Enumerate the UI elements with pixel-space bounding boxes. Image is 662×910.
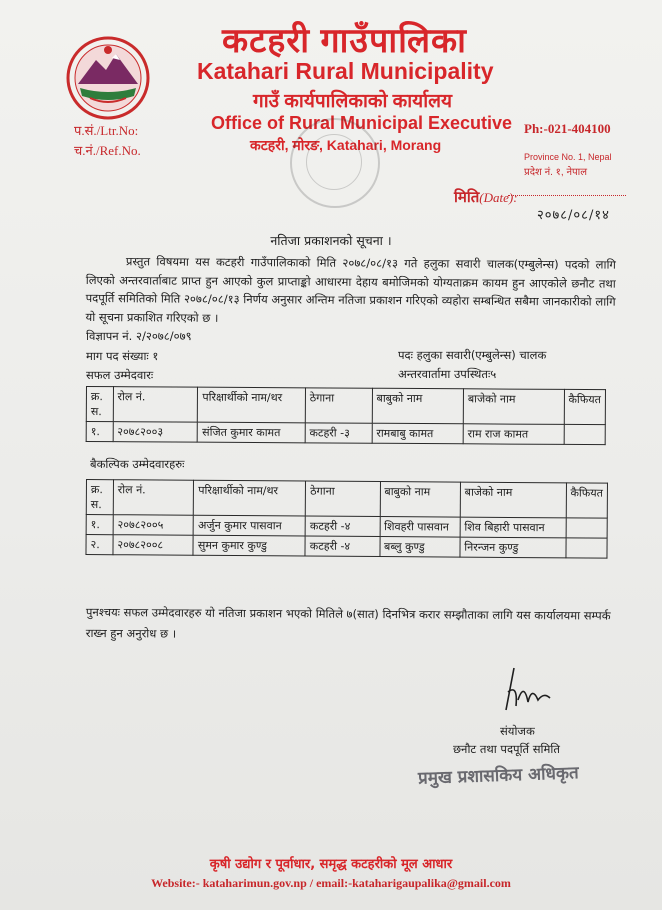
header-roll: रोल नं. [113, 480, 194, 516]
date-dotted-line [508, 195, 626, 196]
cell-name: सुमन कुमार कुण्डु [193, 535, 305, 556]
office-name-nepali: गाउँ कार्यपालिकाको कार्यालय [253, 91, 453, 112]
cell-sn: १. [86, 422, 113, 442]
header-name: परिक्षार्थीको नाम/थर [194, 480, 306, 516]
header-grandfather: बाजेको नाम [463, 389, 564, 425]
header-address: ठेगाना [306, 481, 381, 517]
province-nepali: प्रदेश नं. १, नेपाल [524, 167, 588, 178]
cell-father: शिवहरी पासवान [380, 517, 460, 538]
table-row [86, 422, 605, 445]
header-address: ठेगाना [305, 388, 372, 423]
closing-note: पुनश्चयः सफल उम्मेदवारहरु यो नतिजा प्रकाशन भएको मितिले ७(सात) दिनभित्र करार सम्झौताका लागि यस कार्यालयमा सम्पर्क राख्न हुन अनुरोध छ । [85, 604, 611, 641]
cell-roll: २०७८२००८ [113, 535, 194, 556]
demand-count: माग पद संख्याः १ [86, 349, 159, 363]
municipality-name-nepali: कटहरी गाउँपालिका [222, 22, 467, 60]
header-grandfather: बाजेको नाम [460, 482, 566, 518]
cell-remarks [564, 424, 606, 444]
successful-label: सफल उम्मेदवारः [86, 368, 154, 382]
cell-address: कटहरी -४ [305, 516, 379, 537]
alternate-label: बैकल्पिक उम्मेदवारहरुः [90, 457, 185, 471]
cell-grandfather: निरन्जन कुण्डु [460, 537, 566, 558]
alternate-candidates-table [85, 479, 608, 559]
cell-roll: २०७८२००५ [113, 515, 194, 536]
signature-icon [494, 662, 554, 720]
cell-remarks [566, 518, 608, 538]
successful-candidates-table [86, 386, 606, 445]
advertisement-number: विज्ञापन नं. २/२०७८/०७९ [86, 329, 192, 343]
header-father: बाबुको नाम [380, 482, 460, 518]
cell-name: अर्जुन कुमार पासवान [193, 515, 305, 536]
cell-roll: २०७८२००३ [113, 422, 198, 443]
reference-number-label: च.नं./Ref.No. [74, 143, 141, 158]
post-name: पदः हलुका सवारी(एम्बुलेन्स) चालक [398, 348, 547, 362]
letter-number-label: प.सं./Ltr.No: [74, 123, 139, 138]
office-address: कटहरी, मोरङ, Katahari, Morang [250, 137, 442, 153]
cell-sn: २. [86, 535, 113, 555]
office-name-english: Office of Rural Municipal Executive [211, 113, 513, 133]
date-value: २०७८/०८/१४ [537, 208, 610, 223]
signatory-role: संयोजक [500, 724, 535, 738]
table-header-row [86, 480, 607, 519]
cell-sn: १. [86, 515, 113, 535]
header-sn: क्र. स. [86, 387, 113, 422]
cell-father: रामबाबु कामत [372, 423, 463, 444]
footer-slogan: कृषी उद्योग र पूर्वाधार, समृद्ध कटहरीको मूल आधार [209, 857, 453, 872]
signatory-committee: छनौट तथा पदपूर्ति समिति [453, 742, 560, 756]
cell-father: बब्लु कुण्डु [379, 537, 459, 558]
province-english: Province No. 1, Nepal [524, 152, 612, 162]
office-seal-icon [290, 118, 380, 208]
cell-name: संजित कुमार कामत [198, 422, 305, 443]
header-roll: रोल नं. [113, 387, 198, 423]
header-remarks: कैफियत [566, 483, 608, 518]
designation-stamp: प्रमुख प्रशासकिय अधिकृत [417, 763, 579, 789]
notice-subject: नतिजा प्रकाशनको सूचना । [270, 233, 392, 248]
header-father: बाबुको नाम [372, 388, 464, 424]
interview-present: अन्तरवार्तामा उपस्थितः५ [398, 367, 497, 381]
table-row [86, 535, 607, 559]
footer-website-email: Website:- kataharimun.gov.np / email:-kataharigaupalika@gmail.com [151, 876, 511, 890]
cell-address: कटहरी -४ [305, 536, 379, 557]
cell-grandfather: शिव बिहारी पासवान [460, 517, 566, 538]
cell-grandfather: राम राज कामत [463, 424, 564, 445]
table-header-row [86, 387, 605, 425]
notice-body: प्रस्तुत विषयमा यस कटहरी गाउँपालिकाको मिति २०७८/०८/१३ गते हलुका सवारी चालक(एम्बुलेन्स) पदको लागि लिएको अन्तरवार्ताबाट प्राप्त हुन आएको कुल प्राप्ताङ्को आधारमा देहाय बमोजिमको योग्यताक्रम कायम हुन आएकोले छनौट तथा पदपूर्ति समितिको मिति २०७८/०८/१३ निर्णय अनुसार अन्तिम नतिजा प्रकाशन गरिएको व्यहोरा सम्बन्धित सबैमा जानकारीको लागि यो सूचना प्रकाशित गरिएको छ । [85, 254, 616, 325]
header-remarks: कैफियत [564, 389, 606, 424]
municipality-name-english: Katahari Rural Municipality [197, 58, 494, 84]
header-name: परिक्षार्थीको नाम/थर [198, 387, 306, 423]
header-sn: क्र. स. [86, 480, 113, 515]
cell-remarks [566, 538, 608, 558]
date-label: मिति(Date): [454, 190, 518, 206]
cell-address: कटहरी -३ [305, 423, 372, 443]
nepal-emblem-icon [64, 34, 152, 122]
phone-number: Ph:-021-404100 [524, 121, 611, 136]
